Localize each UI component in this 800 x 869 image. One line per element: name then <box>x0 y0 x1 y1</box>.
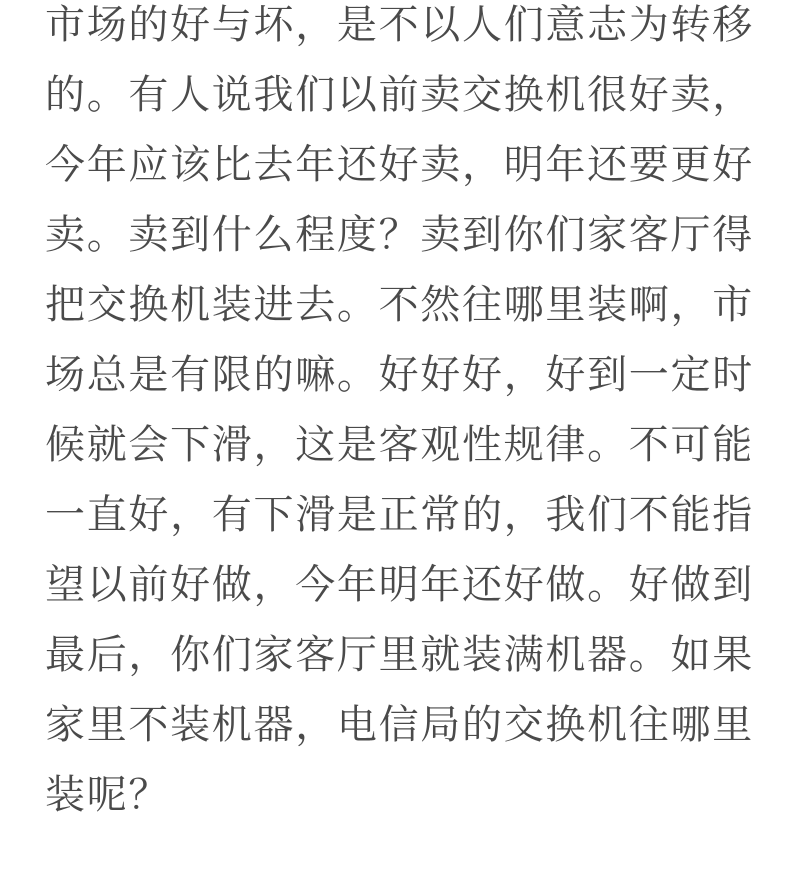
text-line: 市场的好与坏，是不以人们意志为转移 <box>45 3 754 47</box>
text-line: 场总是有限的嘛。好好好，好到一定时 <box>45 353 754 397</box>
text-line: 的。有人说我们以前卖交换机很好卖， <box>45 73 754 117</box>
text-line: 一直好，有下滑是正常的，我们不能指 <box>45 493 754 537</box>
text-line: 装呢？ <box>45 773 171 817</box>
text-line: 把交换机装进去。不然往哪里装啊，市 <box>45 283 754 327</box>
text-line: 最后，你们家客厅里就装满机器。如果 <box>45 633 754 677</box>
text-line: 今年应该比去年还好卖，明年还要更好 <box>45 143 754 187</box>
text-line: 望以前好做，今年明年还好做。好做到 <box>45 563 754 607</box>
text-line: 家里不装机器，电信局的交换机往哪里 <box>45 703 754 747</box>
text-line: 卖。卖到什么程度？卖到你们家客厅得 <box>45 213 754 257</box>
text-line: 候就会下滑，这是客观性规律。不可能 <box>45 423 754 467</box>
